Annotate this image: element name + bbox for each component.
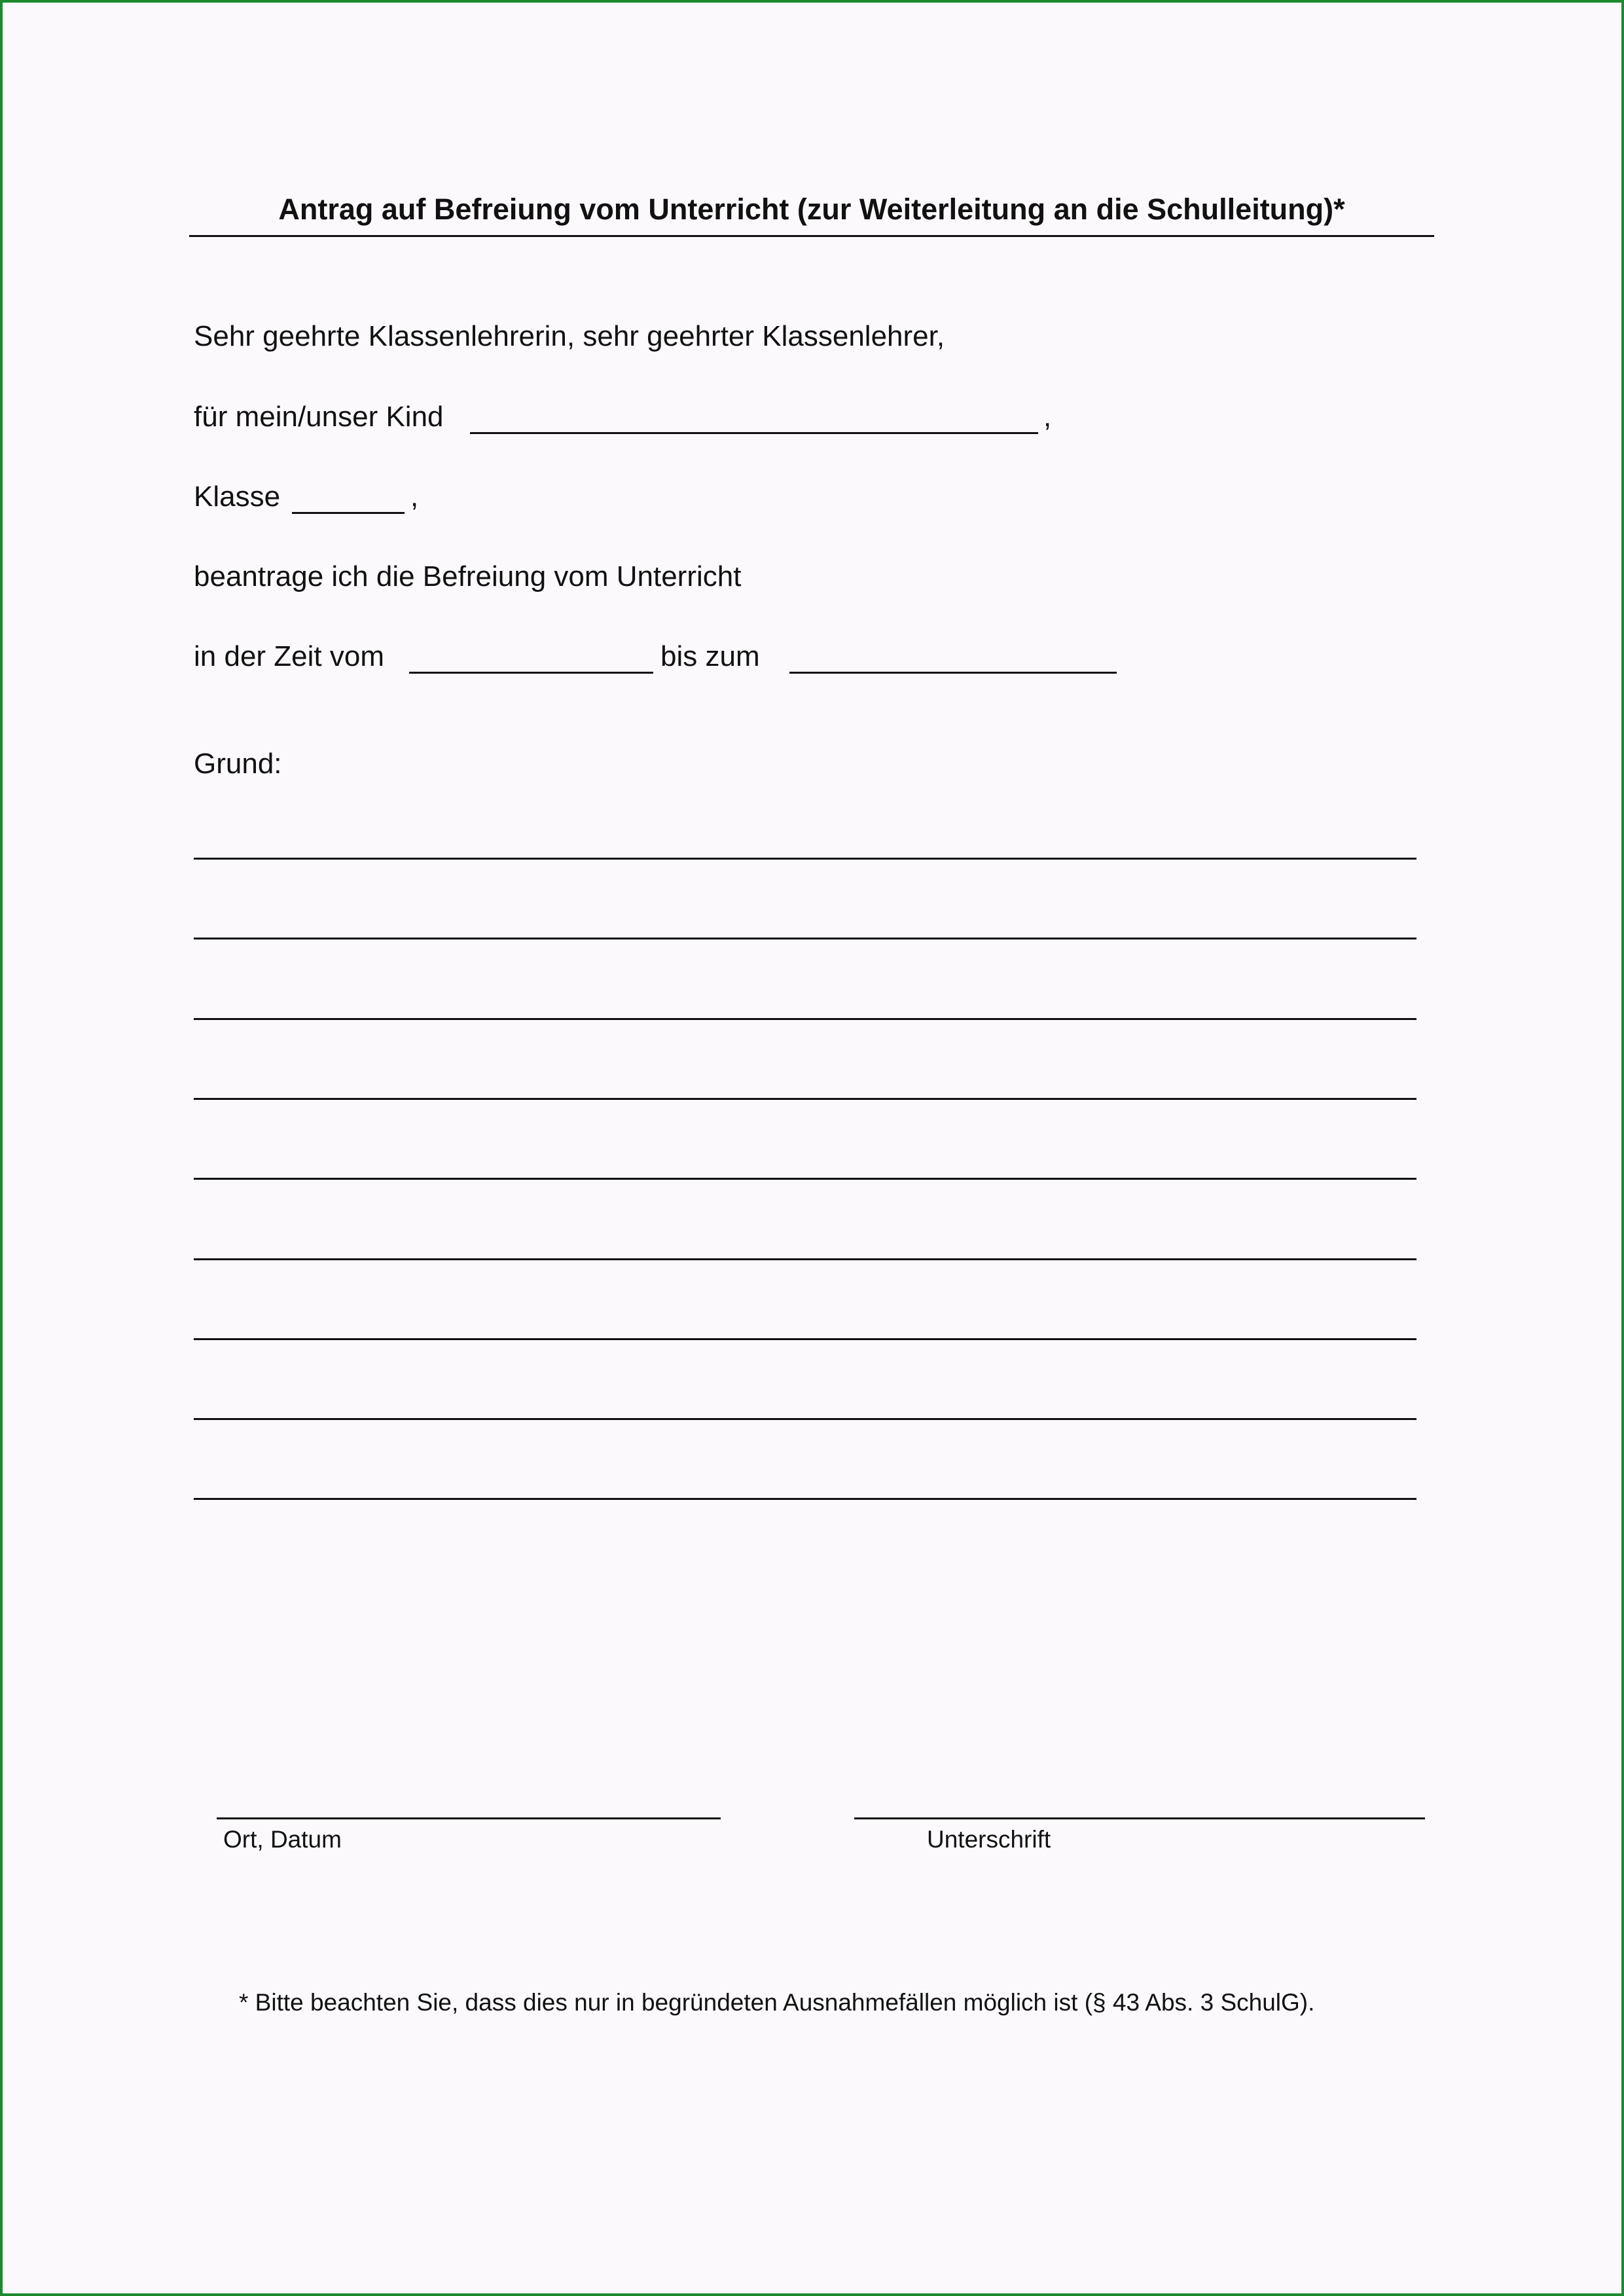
place-date-label: Ort, Datum	[223, 1826, 342, 1853]
child-label: für mein/unser Kind	[194, 401, 444, 433]
reason-line[interactable]	[194, 858, 1416, 860]
child-name-field[interactable]	[470, 432, 1038, 434]
request-text: beantrage ich die Befreiung vom Unterricht	[194, 560, 742, 592]
period-to-label: bis zum	[660, 640, 760, 672]
child-comma: ,	[1043, 401, 1052, 433]
signature-label: Unterschrift	[927, 1826, 1051, 1853]
class-comma: ,	[410, 481, 419, 513]
place-date-line[interactable]	[217, 1817, 721, 1819]
reason-line[interactable]	[194, 1098, 1416, 1100]
salutation: Sehr geehrte Klassenlehrerin, sehr geehrter Klassenlehrer,	[194, 320, 945, 352]
reason-line[interactable]	[194, 1018, 1416, 1020]
reason-line[interactable]	[194, 1418, 1416, 1420]
class-label: Klasse	[194, 481, 281, 513]
period-to-field[interactable]	[789, 672, 1117, 674]
signature-line[interactable]	[854, 1817, 1425, 1819]
period-from-field[interactable]	[409, 672, 653, 674]
document-title: Antrag auf Befreiung vom Unterricht (zur Weiterleitung an die Schulleitung)*	[278, 192, 1345, 226]
reason-label: Grund:	[194, 748, 282, 780]
period-from-label: in der Zeit vom	[194, 640, 384, 672]
reason-line[interactable]	[194, 1498, 1416, 1500]
reason-line[interactable]	[194, 1258, 1416, 1260]
footnote: * Bitte beachten Sie, dass dies nur in begründeten Ausnahmefällen möglich ist (§ 43 Abs. 3 SchulG).	[239, 1989, 1315, 2016]
title-underline	[189, 235, 1434, 237]
class-field[interactable]	[292, 512, 405, 514]
reason-line[interactable]	[194, 938, 1416, 939]
reason-line[interactable]	[194, 1178, 1416, 1180]
reason-line[interactable]	[194, 1338, 1416, 1340]
